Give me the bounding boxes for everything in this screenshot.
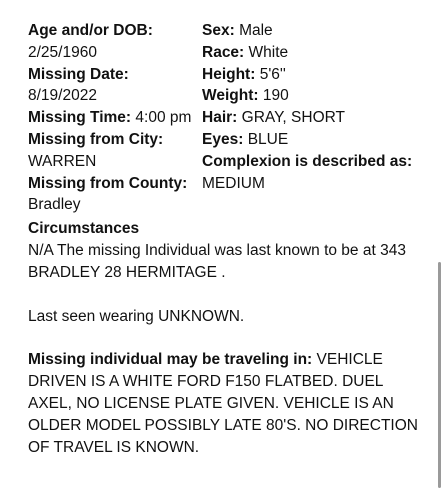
weight-field xyxy=(202,85,423,107)
scrollbar[interactable] xyxy=(438,262,441,488)
height-label: Height: xyxy=(202,65,256,83)
missing-city-label: Missing from City: xyxy=(28,130,164,148)
paragraph-gap xyxy=(28,284,423,306)
travel-label: Missing individual may be traveling in: xyxy=(28,351,313,369)
missing-time-field xyxy=(28,107,202,129)
sex-value: Male xyxy=(239,22,273,39)
missing-county-label: Missing from County: xyxy=(28,174,188,192)
travel-paragraph xyxy=(28,349,423,458)
eyes-label: Eyes: xyxy=(202,130,244,148)
race-label: Race: xyxy=(202,43,245,61)
missing-time-value: 4:00 pm xyxy=(135,109,192,127)
missing-date-field xyxy=(28,64,202,108)
sex-label: Sex: xyxy=(202,22,235,39)
sex-field xyxy=(202,20,423,42)
travel-value: VEHICLE DRIVEN IS A WHITE FORD F150 FLATBED. DUEL AXEL, NO LICENSE PLATE GIVEN. VEHICLE IS AN OLDER MODEL POSSIBLY LATE 80'S. NO DIRECTION OF TRAVEL IS KNOWN. xyxy=(28,351,418,456)
complexion-label: Complexion is described as: xyxy=(202,152,413,170)
missing-time-label: Missing Time: xyxy=(28,109,132,127)
last-seen-wearing-text: Last seen wearing UNKNOWN. xyxy=(28,307,245,325)
height-field xyxy=(202,64,423,86)
height-value: 5'6'' xyxy=(259,65,286,83)
dob-value: 2/25/1960 xyxy=(28,43,97,61)
eyes-field xyxy=(202,129,423,151)
circumstances-heading: Circumstances xyxy=(28,220,140,238)
details-columns xyxy=(28,20,423,216)
eyes-value: BLUE xyxy=(247,130,289,148)
left-details-column xyxy=(28,20,202,216)
complexion-field xyxy=(202,151,423,195)
paragraph-gap xyxy=(28,327,423,349)
missing-date-value: 8/19/2022 xyxy=(28,87,97,105)
missing-city-value: WARREN xyxy=(28,152,97,170)
hair-field xyxy=(202,107,423,129)
right-details-column xyxy=(202,20,423,216)
missing-person-details xyxy=(28,20,423,458)
complexion-value: MEDIUM xyxy=(202,174,265,192)
missing-date-label: Missing Date: xyxy=(28,65,129,83)
missing-city-field xyxy=(28,129,202,173)
missing-county-value: Bradley xyxy=(28,196,81,214)
race-value: White xyxy=(248,43,289,61)
race-field xyxy=(202,42,423,64)
hair-value: GRAY, SHORT xyxy=(241,109,346,127)
missing-county-field xyxy=(28,173,202,217)
circumstances-text: N/A The missing Individual was last known to be at 343 BRADLEY 28 HERMITAGE . xyxy=(28,241,406,281)
hair-label: Hair: xyxy=(202,109,238,127)
dob-label: Age and/or DOB: xyxy=(28,22,153,39)
dob-field xyxy=(28,20,202,64)
weight-value: 190 xyxy=(262,87,289,105)
weight-label: Weight: xyxy=(202,87,259,105)
